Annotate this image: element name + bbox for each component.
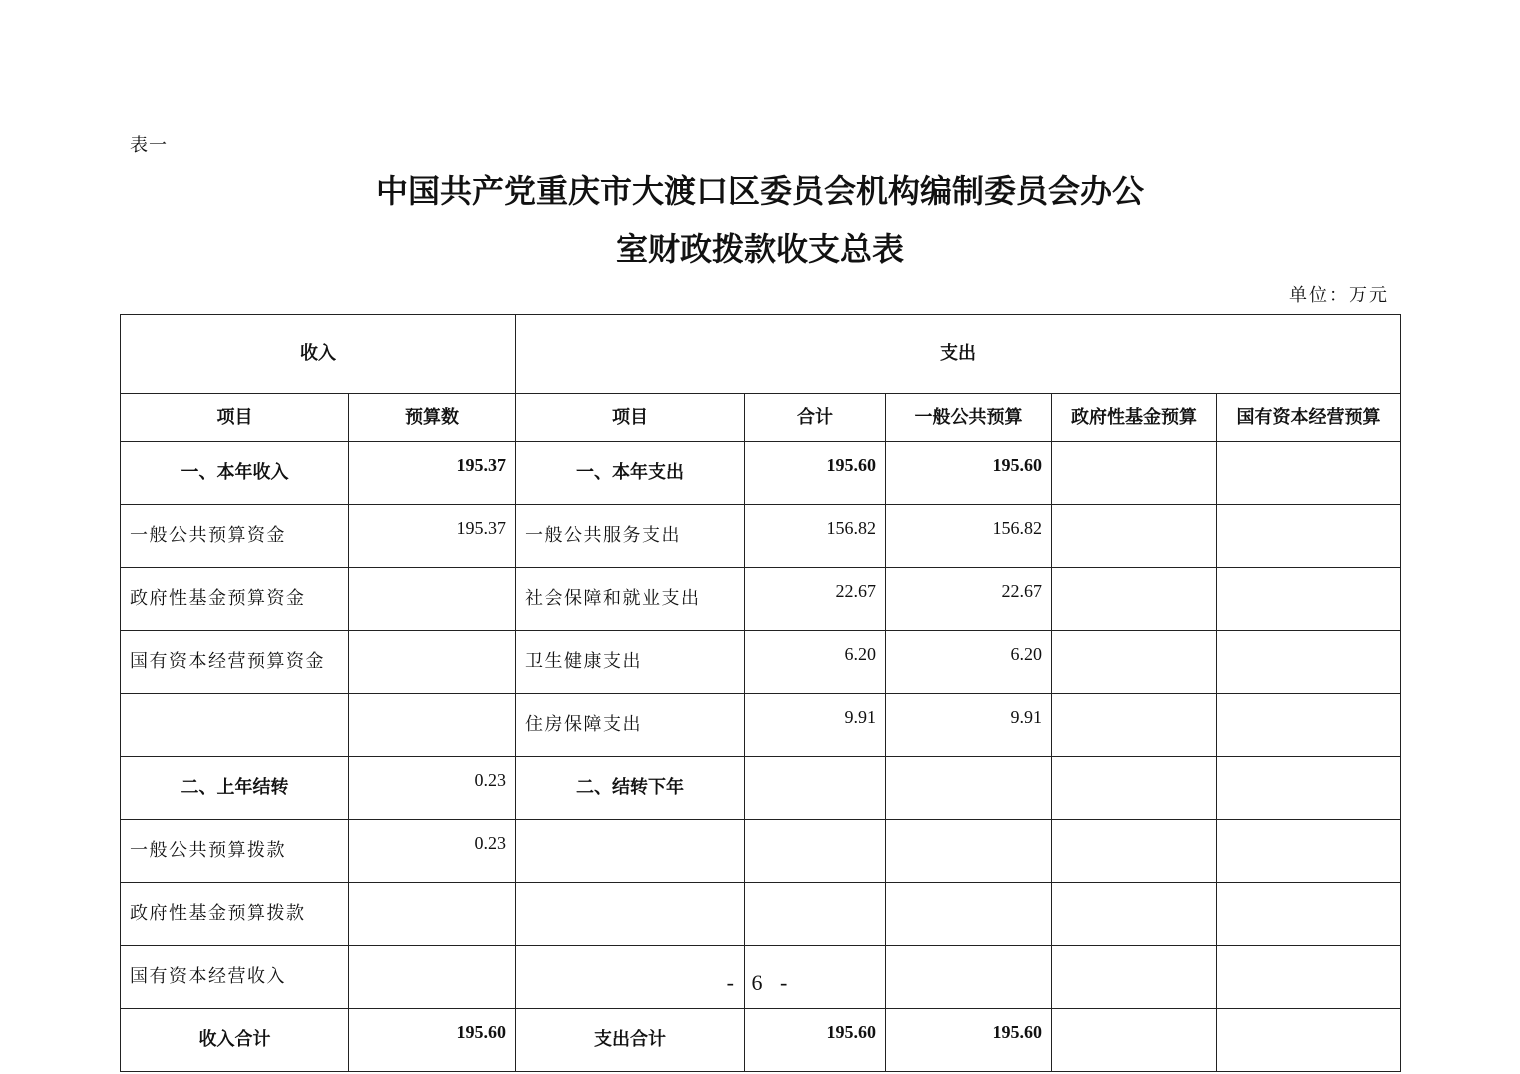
income-value	[349, 631, 516, 694]
gov-fund-value	[1052, 631, 1217, 694]
general-public-value: 9.91	[886, 694, 1052, 757]
table-row	[121, 694, 1401, 757]
total-value	[745, 883, 886, 946]
total-value: 195.60	[745, 442, 886, 505]
expense-item: 卫生健康支出	[516, 631, 745, 694]
income-header: 收入	[121, 315, 516, 394]
total-value: 195.60	[745, 1009, 886, 1072]
income-item: 政府性基金预算资金	[121, 568, 349, 631]
budget-summary-table	[120, 314, 1401, 1072]
total-header: 合计	[745, 394, 886, 442]
income-item: 政府性基金预算拨款	[121, 883, 349, 946]
state-capital-header: 国有资本经营预算	[1217, 394, 1401, 442]
document-title-line-1: 中国共产党重庆市大渡口区委员会机构编制委员会办公	[375, 172, 1144, 210]
income-value	[349, 568, 516, 631]
general-public-value	[886, 757, 1052, 820]
expense-item-header: 项目	[516, 394, 745, 442]
income-value: 195.37	[349, 505, 516, 568]
expense-item: 一般公共服务支出	[516, 505, 745, 568]
table-row	[121, 631, 1401, 694]
income-total-value: 195.60	[349, 1009, 516, 1072]
document-title-line-2: 室财政拨款收支总表	[615, 230, 904, 268]
expense-header: 支出	[516, 315, 1401, 394]
state-capital-value	[1217, 631, 1401, 694]
income-value: 0.23	[349, 757, 516, 820]
income-item	[121, 694, 349, 757]
income-value: 0.23	[349, 820, 516, 883]
total-value	[745, 757, 886, 820]
state-capital-value	[1217, 820, 1401, 883]
state-capital-value	[1217, 568, 1401, 631]
income-item: 国有资本经营预算资金	[121, 631, 349, 694]
income-item-header: 项目	[121, 394, 349, 442]
income-item: 一般公共预算拨款	[121, 820, 349, 883]
state-capital-value	[1217, 757, 1401, 820]
total-value	[745, 820, 886, 883]
total-value: 22.67	[745, 568, 886, 631]
totals-row	[121, 1009, 1401, 1072]
state-capital-value	[1217, 442, 1401, 505]
gov-fund-value	[1052, 820, 1217, 883]
table-row	[121, 442, 1401, 505]
state-capital-value	[1217, 1009, 1401, 1072]
table-row	[121, 568, 1401, 631]
general-public-value: 156.82	[886, 505, 1052, 568]
gov-fund-value	[1052, 505, 1217, 568]
general-public-value: 195.60	[886, 1009, 1052, 1072]
income-total-label: 收入合计	[121, 1009, 349, 1072]
general-public-value	[886, 883, 1052, 946]
table-row	[121, 883, 1401, 946]
total-value: 156.82	[745, 505, 886, 568]
state-capital-value	[1217, 694, 1401, 757]
income-value	[349, 694, 516, 757]
general-public-header: 一般公共预算	[886, 394, 1052, 442]
general-public-value: 6.20	[886, 631, 1052, 694]
gov-fund-value	[1052, 883, 1217, 946]
income-item: 国有资本经营收入	[121, 946, 349, 1009]
expense-item: 二、结转下年	[516, 757, 745, 820]
income-value: 195.37	[349, 442, 516, 505]
expense-total-label: 支出合计	[516, 1009, 745, 1072]
state-capital-value	[1217, 883, 1401, 946]
expense-item: 社会保障和就业支出	[516, 568, 745, 631]
income-item: 一、本年收入	[121, 442, 349, 505]
page-number: - 6 -	[726, 970, 794, 995]
general-public-value: 22.67	[886, 568, 1052, 631]
gov-fund-value	[1052, 694, 1217, 757]
expense-item: 一、本年支出	[516, 442, 745, 505]
gov-fund-value	[1052, 757, 1217, 820]
table-row	[121, 757, 1401, 820]
expense-item	[516, 883, 745, 946]
income-item: 一般公共预算资金	[121, 505, 349, 568]
state-capital-value	[1217, 505, 1401, 568]
gov-fund-header: 政府性基金预算	[1052, 394, 1217, 442]
income-value	[349, 883, 516, 946]
total-value: 9.91	[745, 694, 886, 757]
gov-fund-value	[1052, 442, 1217, 505]
gov-fund-value	[1052, 568, 1217, 631]
income-item: 二、上年结转	[121, 757, 349, 820]
expense-item: 住房保障支出	[516, 694, 745, 757]
gov-fund-value	[1052, 1009, 1217, 1072]
unit-label: 单位：万元	[1289, 285, 1389, 306]
table-number: 表一	[130, 135, 168, 156]
header-row-top	[121, 315, 1401, 394]
table-row	[121, 820, 1401, 883]
header-row-sub	[121, 394, 1401, 442]
expense-item	[516, 820, 745, 883]
general-public-value	[886, 820, 1052, 883]
total-value: 6.20	[745, 631, 886, 694]
income-budget-header: 预算数	[349, 394, 516, 442]
general-public-value: 195.60	[886, 442, 1052, 505]
table-row	[121, 505, 1401, 568]
